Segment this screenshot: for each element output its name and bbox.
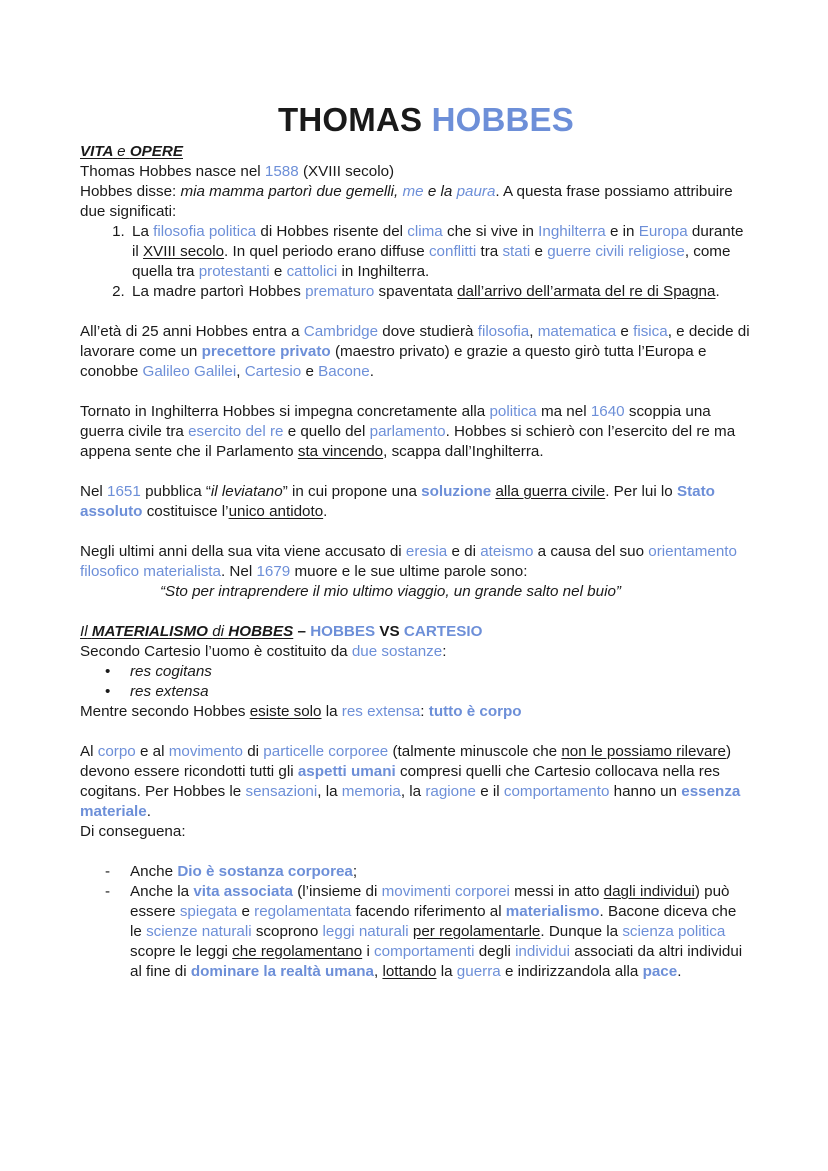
cartesio-line: Secondo Cartesio l’uomo è costituito da due sostanze: bbox=[80, 643, 447, 660]
paragraph-ultimi-anni: Negli ultimi anni della sua vita viene accusato di eresia e di ateismo a causa del suo orientamento filosofico materialista. Nel 1679 muore e le sue ultime parole sono: bbox=[80, 543, 737, 580]
hobbes-line: Mentre secondo Hobbes esiste solo la res extensa: tutto è corpo bbox=[80, 703, 522, 720]
substances-list bbox=[80, 662, 752, 702]
list-item: • res cogitans bbox=[130, 662, 752, 682]
paragraph-cambridge: All’età di 25 anni Hobbes entra a Cambridge dove studierà filosofia, matematica e fisica, e decide di lavorare come un precettore privato (maestro privato) e grazie a questo girò tutta l’Europa e conobbe Galileo Galilei, Cartesio e Bacone. bbox=[80, 323, 750, 380]
page-title: THOMAS HOBBES bbox=[278, 101, 574, 138]
section-heading-materialismo: Il MATERIALISMO di HOBBES – HOBBES VS CARTESIO bbox=[80, 623, 483, 640]
meanings-list bbox=[80, 222, 752, 302]
list-item: - Anche la vita associata (l’insieme di movimenti corporei messi in atto dagli individui) può essere spiegata e regolamentata facendo riferimento al materialismo. Bacone diceva che le scienze naturali scoprono leggi naturali per regolamentarle. Dunque la scienza politica scopre le leggi che regolamentano i comportamenti degli individui associati da altri individui al fine di dominare la realtà umana, lottando la guerra e indirizzandola alla pace. bbox=[130, 882, 752, 982]
quote-intro: Hobbes disse: mia mamma partorì due gemelli, me e la paura. A questa frase possiamo attribuire due significati: bbox=[80, 183, 733, 220]
list-item: 1. La filosofia politica di Hobbes risente del clima che si vive in Inghilterra e in Europa durante il XVIII secolo. In quel periodo erano diffuse conflitti tra stati e guerre civili religiose, come quella tra protestanti e cattolici in Inghilterra. bbox=[129, 222, 752, 282]
document-page bbox=[80, 100, 752, 982]
paragraph-corpo-movimento: Al corpo e al movimento di particelle corporee (talmente minuscole che non le possiamo rilevare) devono essere ricondotti tutti gli aspetti umani compresi quelli che Cartesio collocava nella res cogitans. Per Hobbes le sensazioni, la memoria, la ragione e il comportamento hanno un essenza materiale. bbox=[80, 743, 741, 820]
list-item: • res extensa bbox=[130, 682, 752, 702]
list-item: 2. La madre partorì Hobbes prematuro spaventata dall’arrivo dell’armata del re di Spagna. bbox=[129, 282, 752, 302]
section-heading-vita-opere: VITA e OPERE bbox=[80, 143, 183, 160]
consequences-list bbox=[80, 862, 752, 982]
conseguenza-line: Di conseguena: bbox=[80, 823, 186, 840]
paragraph-leviatano: Nel 1651 pubblica “il leviatano” in cui propone una soluzione alla guerra civile. Per lui lo Stato assoluto costituisce l’unico antidoto. bbox=[80, 483, 715, 520]
list-item: - Anche Dio è sostanza corporea; bbox=[130, 862, 752, 882]
paragraph-guerra-civile: Tornato in Inghilterra Hobbes si impegna concretamente alla politica ma nel 1640 scoppia una guerra civile tra esercito del re e quello del parlamento. Hobbes si schierò con l’esercito del re ma appena sente che il Parlamento sta vincendo, scappa dall’Inghilterra. bbox=[80, 403, 736, 460]
birth-line: Thomas Hobbes nasce nel 1588 (XVIII secolo) bbox=[80, 163, 395, 180]
last-words-quote: “Sto per intraprendere il mio ultimo viaggio, un grande salto nel buio” bbox=[160, 583, 621, 600]
